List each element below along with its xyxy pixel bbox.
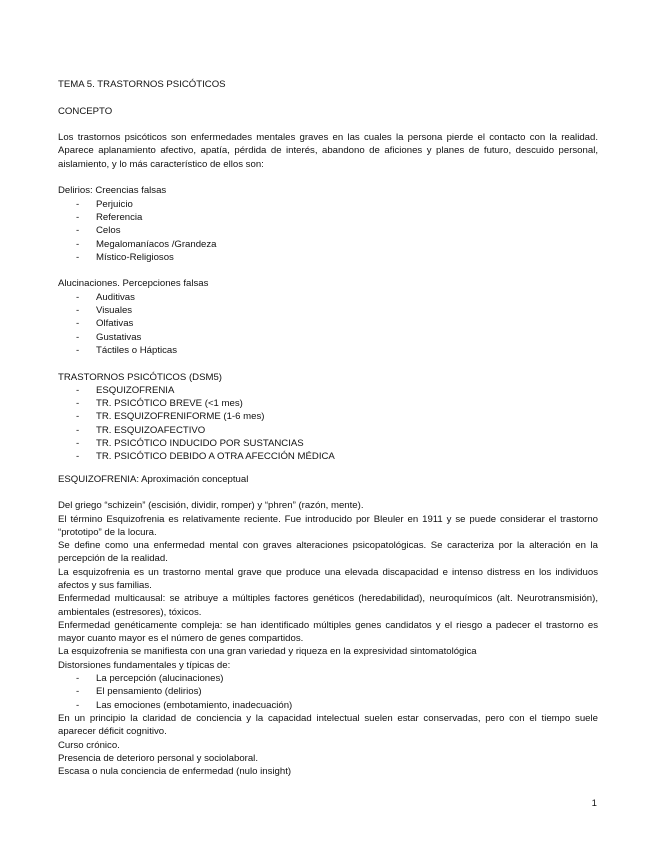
trastornos-heading: TRASTORNOS PSICÓTICOS (DSM5) <box>58 371 222 383</box>
list-item: - TR. PSICÓTICO INDUCIDO POR SUSTANCIAS <box>58 437 598 450</box>
list-item: - ESQUIZOFRENIA <box>58 384 598 397</box>
paragraph: En un principio la claridad de conciencia y la capacidad intelectual suelen estar conservadas, pero con el tiempo suele aparecer déficit cognitivo. <box>58 712 598 738</box>
paragraph: Del griego “schizein” (escisión, dividir, romper) y “phren” (razón, mente). <box>58 500 364 512</box>
document-page <box>58 78 598 778</box>
list-item: - Celos <box>58 224 598 237</box>
list-item: - Las emociones (embotamiento, inadecuación) <box>58 699 598 712</box>
paragraph: El término Esquizofrenia es relativamente reciente. Fue introducido por Bleuler en 1911 y se puede considerar el trastorno “prototipo” de la locura. <box>58 513 598 538</box>
trastornos-list <box>58 384 598 464</box>
list-item: - Olfativas <box>58 317 598 330</box>
list-item: - Perjuicio <box>58 198 598 211</box>
concepto-heading: CONCEPTO <box>58 105 113 117</box>
distorsiones-list <box>58 672 598 712</box>
list-item: - Auditivas <box>58 291 598 304</box>
list-item: - TR. ESQUIZOAFECTIVO <box>58 424 598 437</box>
paragraph: Curso crónico. <box>58 739 120 751</box>
paragraph: La esquizofrenia se manifiesta con una gran variedad y riqueza en la expresividad sintomatológica <box>58 646 477 658</box>
list-item: - Visuales <box>58 304 598 317</box>
list-item: - TR. PSICÓTICO BREVE (<1 mes) <box>58 397 598 410</box>
list-item: - Megalomaníacos /Grandeza <box>58 238 598 251</box>
list-item: - Referencia <box>58 211 598 224</box>
paragraph: La esquizofrenia es un trastorno mental grave que produce una elevada discapacidad e intenso distress en los individuos afectos y sus familias. <box>58 566 598 591</box>
list-item: - Táctiles o Hápticas <box>58 344 598 357</box>
list-item: - El pensamiento (delirios) <box>58 685 598 698</box>
alucinaciones-heading: Alucinaciones. Percepciones falsas <box>58 278 209 290</box>
paragraph: Enfermedad genéticamente compleja: se han identificado múltiples genes candidatos y el riesgo a padecer el trastorno es mayor cuanto mayor es el número de genes compartidos. <box>58 619 598 645</box>
intro-paragraph: Los trastornos psicóticos son enfermedades mentales graves en las cuales la persona pierde el contacto con la realidad. Aparece aplanamiento afectivo, apatía, pérdida de interés, abandono de aficiones y planes de futuro, descuido personal, aislamiento, y lo más característico de ellos son: <box>58 132 598 170</box>
list-item: - La percepción (alucinaciones) <box>58 672 598 685</box>
paragraph: Presencia de deterioro personal y sociolaboral. <box>58 752 258 764</box>
paragraph: Distorsiones fundamentales y típicas de: <box>58 659 231 671</box>
alucinaciones-list <box>58 291 598 357</box>
page-number: 1 <box>591 798 597 809</box>
esquizofrenia-heading: ESQUIZOFRENIA: Aproximación conceptual <box>58 473 249 485</box>
delirios-heading: Delirios: Creencias falsas <box>58 185 167 197</box>
list-item: - Gustativas <box>58 331 598 344</box>
list-item: - TR. ESQUIZOFRENIFORME (1-6 mes) <box>58 410 598 423</box>
paragraph: Se define como una enfermedad mental con graves alteraciones psicopatológicas. Se caracteriza por la alteración en la percepción de la realidad. <box>58 540 598 565</box>
paragraph: Escasa o nula conciencia de enfermedad (nulo insight) <box>58 766 292 778</box>
list-item: - Místico-Religiosos <box>58 251 598 264</box>
paragraph: Enfermedad multicausal: se atribuye a múltiples factores genéticos (heredabilidad), neuroquímicos (alt. Neurotransmisión), ambientales (estresores), tóxicos. <box>58 593 598 618</box>
list-item: - TR. PSICÓTICO DEBIDO A OTRA AFECCIÓN MÉDICA <box>58 450 598 463</box>
delirios-list <box>58 198 598 264</box>
document-title: TEMA 5. TRASTORNOS PSICÓTICOS <box>58 79 226 90</box>
